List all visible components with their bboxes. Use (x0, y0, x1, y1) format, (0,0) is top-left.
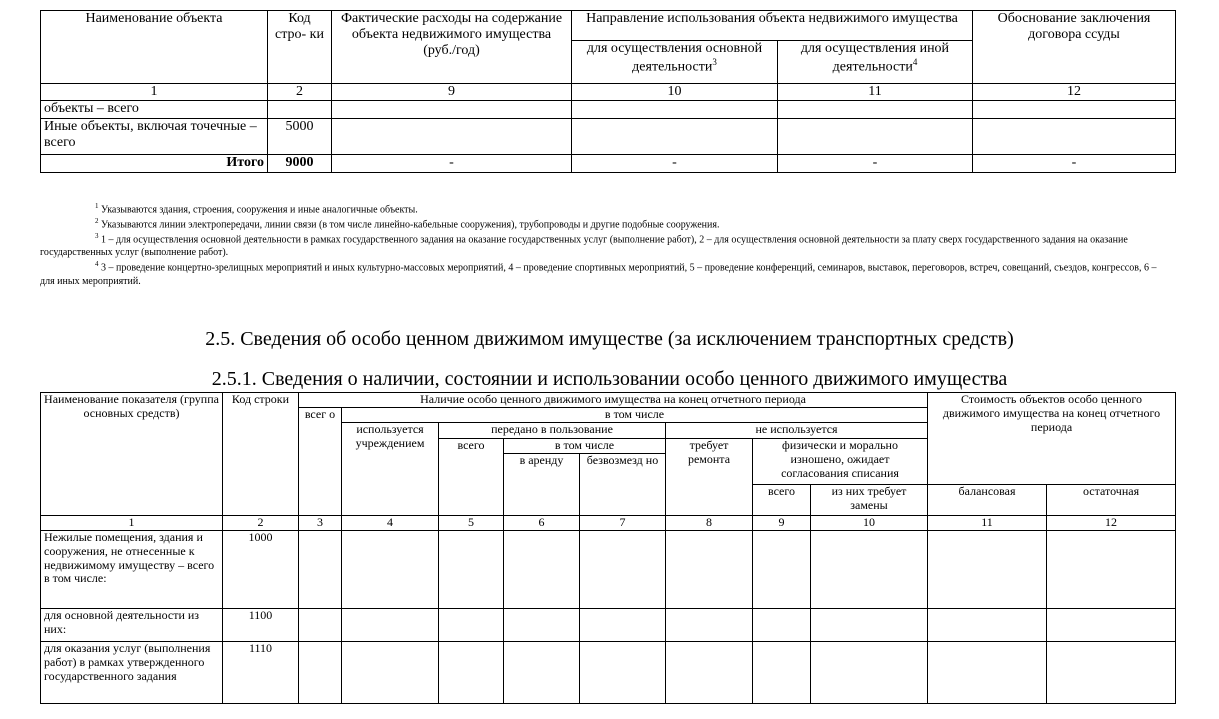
movable-property-table (40, 392, 1176, 704)
total-cell: - (778, 155, 973, 173)
row-code: 1000 (223, 531, 299, 609)
header-worn-total: всего (753, 485, 811, 516)
header-main-activity: для осуществления основной деятельности$^3$ (572, 41, 778, 84)
col-number: 3 (299, 516, 342, 531)
header-direction: Направление использования объекта недвижимого имущества (572, 11, 973, 41)
header-name: Наименование объекта (41, 11, 268, 84)
footnote-1: $^1$ Указываются здания, строения, сооружения и иные аналогичные объекты. (95, 202, 418, 216)
table-row (41, 609, 1176, 642)
col-number: 2 (223, 516, 299, 531)
col-number: 8 (666, 516, 753, 531)
table-row (41, 119, 1176, 155)
section-heading: 2.5. Сведения об особо ценном движимом имуществе (за исключением транспортных средств) (205, 328, 1014, 350)
table-row (41, 642, 1176, 704)
row-name: для основной деятельности из них: (41, 609, 223, 642)
col-number: 11 (928, 516, 1047, 531)
header-replace: из них требует замены (811, 485, 928, 516)
row-cell (332, 119, 572, 155)
col-number: 5 (439, 516, 504, 531)
col-number: 9 (753, 516, 811, 531)
header-name: Наименование показателя (группа основных средств) (41, 393, 223, 516)
row-name: Иные объекты, включая точечные – всего (41, 119, 268, 155)
header-tr-total: всего (439, 439, 504, 516)
subsection-heading: 2.5.1. Сведения о наличии, состоянии и использовании особо ценного движимого имущества (211, 368, 1008, 390)
total-label: Итого (41, 155, 268, 173)
footnote-3: $^3$ 1 – для осуществления основной деятельности в рамках государственного задания на оказание государственных услуг (выполнение работ), 2 – для осуществления основной деятельности за плату сверх государственного задания на оказание государственных услуг (выполнение работ). (40, 231, 1128, 259)
header-used: используется учреждением (342, 423, 439, 516)
header-cost: Стоимость объектов особо ценного движимого имущества на конец отчетного периода (928, 393, 1176, 485)
header-residual: остаточная (1047, 485, 1176, 516)
header-not-used: не используется (666, 423, 928, 439)
col-number: 12 (1047, 516, 1176, 531)
total-cell: - (572, 155, 778, 173)
row-cell (778, 119, 973, 155)
total-row (41, 155, 1176, 173)
header-basis: Обоснование заключения договора ссуды (973, 11, 1176, 84)
row-code: 1110 (223, 642, 299, 704)
col-number: 10 (572, 84, 778, 101)
row-code: 5000 (268, 119, 332, 155)
col-number: 9 (332, 84, 572, 101)
col-number: 4 (342, 516, 439, 531)
header-total: всег о (299, 408, 342, 516)
table-row (41, 531, 1176, 609)
row-cell (572, 119, 778, 155)
col-number: 7 (580, 516, 666, 531)
col-number: 6 (504, 516, 580, 531)
footnotes (40, 202, 1165, 288)
header-expenses: Фактические расходы на содержание объекта недвижимого имущества (руб./год) (332, 11, 572, 84)
row-name: Нежилые помещения, здания и сооружения, не отнесенные к недвижимому имуществу – всего в том числе: (41, 531, 223, 609)
col-number: 2 (268, 84, 332, 101)
col-number: 1 (41, 516, 223, 531)
row-code (268, 101, 332, 119)
header-rent: в аренду (504, 454, 580, 516)
row-cell (572, 101, 778, 119)
total-cell: - (332, 155, 572, 173)
col-number: 11 (778, 84, 973, 101)
property-usage-table (40, 10, 1176, 173)
row-code: 1100 (223, 609, 299, 642)
footnote-2: $^2$ Указываются линии электропередачи, линии связи (в том числе линейно-кабельные сооружения), трубопроводы и другие подобные сооружения. (95, 216, 720, 231)
total-code: 9000 (268, 155, 332, 173)
total-cell: - (973, 155, 1176, 173)
header-free: безвозмезд но (580, 454, 666, 516)
header-presence: Наличие особо ценного движимого имущества на конец отчетного периода (299, 393, 928, 408)
header-other-activity: для осуществления иной деятельности$^4$ (778, 41, 973, 84)
col-number: 1 (41, 84, 268, 101)
footnote-4: $^4$ 3 – проведение концертно-зрелищных мероприятий и иных культурно-массовых мероприятий, 4 – проведение спортивных мероприятий, 5 – проведение конференций, семинаров, выставок, переговоров, встреч, совещаний, съездов, конгрессов, 6 – для иных мероприятий. (40, 259, 1157, 287)
header-transferred: передано в пользование (439, 423, 666, 439)
header-worn: физически и морально изношено, ожидает согласования списания (753, 439, 928, 485)
col-number: 12 (973, 84, 1176, 101)
header-balance: балансовая (928, 485, 1047, 516)
col-number: 10 (811, 516, 928, 531)
row-cell (778, 101, 973, 119)
header-code: Код строки (223, 393, 299, 516)
row-cell (973, 101, 1176, 119)
header-code: Код стро- ки (268, 11, 332, 84)
table-row (41, 101, 1176, 119)
header-including: в том числе (342, 408, 928, 423)
header-tr-including: в том числе (504, 439, 666, 454)
header-repair: требует ремонта (666, 439, 753, 516)
row-cell (332, 101, 572, 119)
row-name: для оказания услуг (выполнения работ) в рамках утвержденного государственного задания (41, 642, 223, 704)
row-cell (973, 119, 1176, 155)
row-name: объекты – всего (41, 101, 268, 119)
